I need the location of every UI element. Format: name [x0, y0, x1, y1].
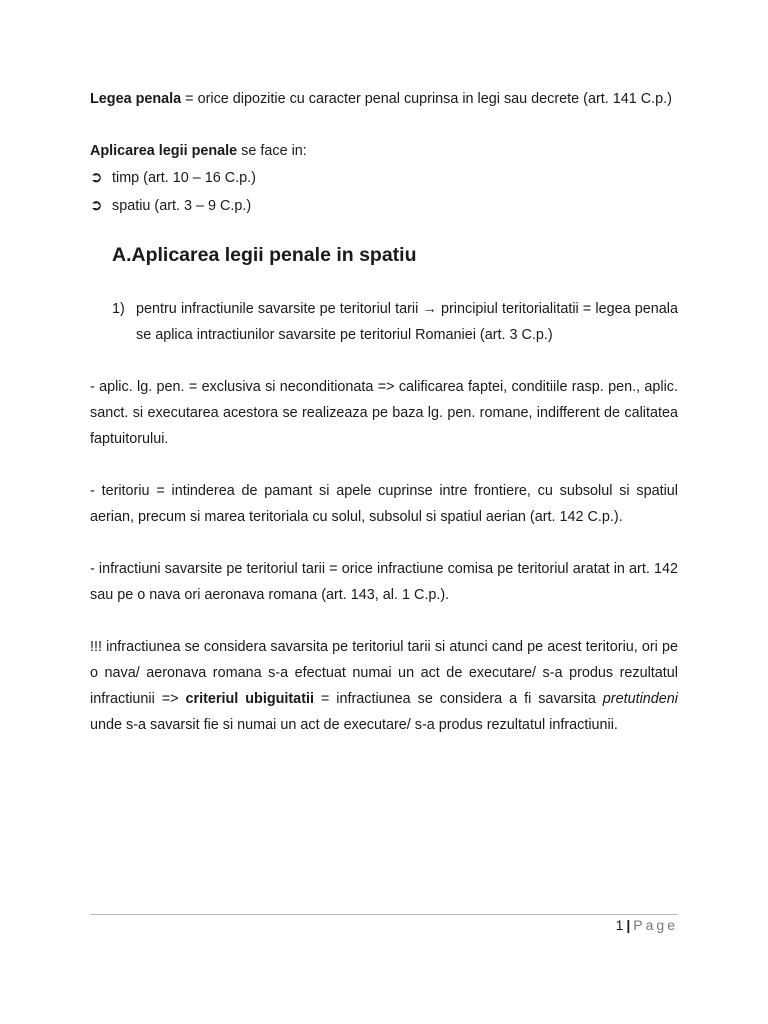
paragraph-aplicarea	[90, 138, 678, 164]
page-number: 1	[615, 917, 624, 933]
bullet-text: timp (art. 10 – 16 C.p.)	[112, 170, 256, 186]
paragraph-ubiguitate	[90, 634, 678, 738]
footer-divider	[90, 914, 678, 915]
paragraph-legea-penala	[90, 86, 678, 112]
item-number: 1)	[112, 301, 125, 317]
ubiguitate-text-2: = infractiunea se considera a fi savarsita	[313, 691, 603, 707]
paragraph-infractiuni: - infractiuni savarsite pe teritoriul tarii = orice infractiune comisa pe teritoriul aratat in art. 142 sau pe o nava ori aeronava romana (art. 143, al. 1 C.p.).	[90, 561, 678, 603]
section-heading	[112, 240, 678, 270]
bullet-list	[90, 164, 678, 220]
heading-letter: A.	[112, 244, 132, 266]
document-body	[90, 86, 678, 738]
page-footer	[90, 916, 678, 934]
term-aplicarea: Aplicarea legii penale	[90, 143, 238, 159]
bullet-text: spatiu (art. 3 – 9 C.p.)	[112, 198, 252, 214]
item-text-before: pentru infractiunile savarsite pe teritoriul tarii	[136, 301, 423, 317]
item-text-after: principiul teritorialitatii = legea penala se aplica intractiunilor savarsite pe teritoriul Romaniei (art. 3 C.p.)	[136, 301, 679, 343]
page-label: Page	[633, 917, 678, 933]
aplicarea-text: se face in:	[237, 143, 307, 159]
paragraph-aplic: - aplic. lg. pen. = exclusiva si neconditionata => calificarea faptei, conditiile rasp. pen., aplic. sanct. si executarea acestora se realizeaza pe baza lg. pen. romane, indifferent de calitatea faptuitorului.	[90, 379, 678, 447]
ubiguitate-text-3: unde s-a savarsit fie si numai un act de executare/ s-a produs rezultatul infractiunii.	[90, 717, 618, 733]
pretutindeni: pretutindeni	[602, 691, 678, 707]
numbered-item	[90, 296, 678, 348]
arrow-right-icon: ➲	[90, 197, 103, 214]
list-item	[90, 164, 678, 192]
ubiguitate-text-1: !!! infractiunea se considera savarsita pe teritoriul tarii si atunci cand pe acest teritoriu, ori pe o nava/ aeronava romana s-a efectuat numai un act de executare/ s-a produs rezultatul infractiunii =>	[90, 639, 678, 707]
arrow-right-icon: ➲	[90, 169, 103, 186]
arrow-icon: →	[422, 301, 437, 317]
criteriul-ubiguitatii: criteriul ubiguitatii	[185, 691, 314, 707]
list-item	[90, 192, 678, 220]
term-legea-penala: Legea penala	[90, 91, 182, 107]
definition-text: = orice dipozitie cu caracter penal cuprinsa in legi sau decrete (art. 141 C.p.)	[181, 91, 672, 107]
heading-text: Aplicarea legii penale in spatiu	[131, 244, 417, 266]
paragraph-teritoriu: - teritoriu = intinderea de pamant si apele cuprinse intre frontiere, cu subsolul si spatiul aerian, precum si marea teritoriala cu solul, subsolul si spatiul aerian (art. 142 C.p.).	[90, 483, 678, 525]
footer-separator: |	[626, 917, 631, 933]
